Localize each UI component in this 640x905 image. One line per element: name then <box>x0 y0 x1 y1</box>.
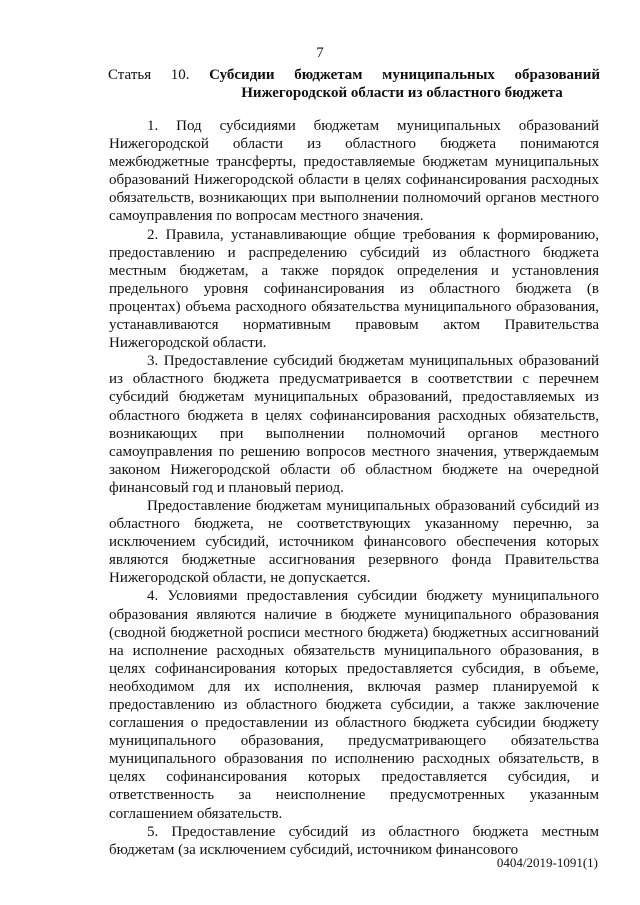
paragraph-4: 4. Условиями предоставления субсидии бюджету муниципального образования являются наличие в бюджете муниципального образования (сводной бюджетной росписи местного бюджета) бюджетных ассигнований на исполнение расходных обязательств муниципального образования, в целях софинансирования которых предоставляется субсидия, в объеме, необходимом для их исполнения, включая размер планируемой к предоставлению из областного бюджета субсидии, а также заключение соглашения о предоставлении из областного бюджета субсидии бюджету муниципального образования, предусматривающего обязательства муниципального образования по исполнению расходных обязательств, в целях софинансирования которых предоставляется субсидия, и ответственность за неисполнение предусмотренных указанным соглашением обязательств. <box>109 588 599 822</box>
paragraph-2: 2. Правила, устанавливающие общие требования к формированию, предоставлению и распределению субсидий из областного бюджета местным бюджетам, а также порядок определения и установления предельного уровня софинансирования из областного бюджета (в процентах) объема расходного обязательства муниципального образования, устанавливаются нормативным правовым актом Правительства Нижегородской области. <box>109 226 599 352</box>
document-code: 0404/2019-1091(1) <box>496 855 598 870</box>
paragraph-3-continued: Предоставление бюджетам муниципальных образований субсидий из областного бюджета, не соответствующих указанному перечню, за исключением субсидий, источником финансового обеспечения которых являются бюджетные ассигнования резервного фонда Правительства Нижегородской области, не допускается. <box>109 497 599 587</box>
article-heading <box>108 66 600 102</box>
paragraph-5: 5. Предоставление субсидий из областного бюджета местным бюджетам (за исключением субсидий, источником финансового <box>109 823 599 858</box>
paragraph-3: 3. Предоставление субсидий бюджетам муниципальных образований из областного бюджета предусматривается в соответствии с перечнем субсидий бюджетам муниципальных образований, предоставляемых из областного бюджета в целях софинансирования расходных обязательств, возникающих при выполнении полномочий органов местного самоуправления по решению вопросов местного значения, утверждаемым законом Нижегородской области об областном бюджете на очередной финансовый год и плановый период. <box>109 353 599 496</box>
article-body <box>109 117 599 859</box>
heading-line-1 <box>108 66 600 84</box>
article-title-line-2: Нижегородской области из областного бюджета <box>241 85 563 101</box>
article-label: Статья 10. <box>108 67 190 83</box>
paragraph-1: 1. Под субсидиями бюджетам муниципальных образований Нижегородской области из областного бюджета понимаются межбюджетные трансферты, предоставляемые бюджетам муниципальных образований Нижегородской области в целях софинансирования расходных обязательств, возникающих при выполнении полномочий органов местного самоуправления по вопросам местного значения. <box>109 118 599 225</box>
page-number: 7 <box>316 45 324 61</box>
article-title-line-1: Субсидии бюджетам муниципальных образований <box>209 67 600 83</box>
